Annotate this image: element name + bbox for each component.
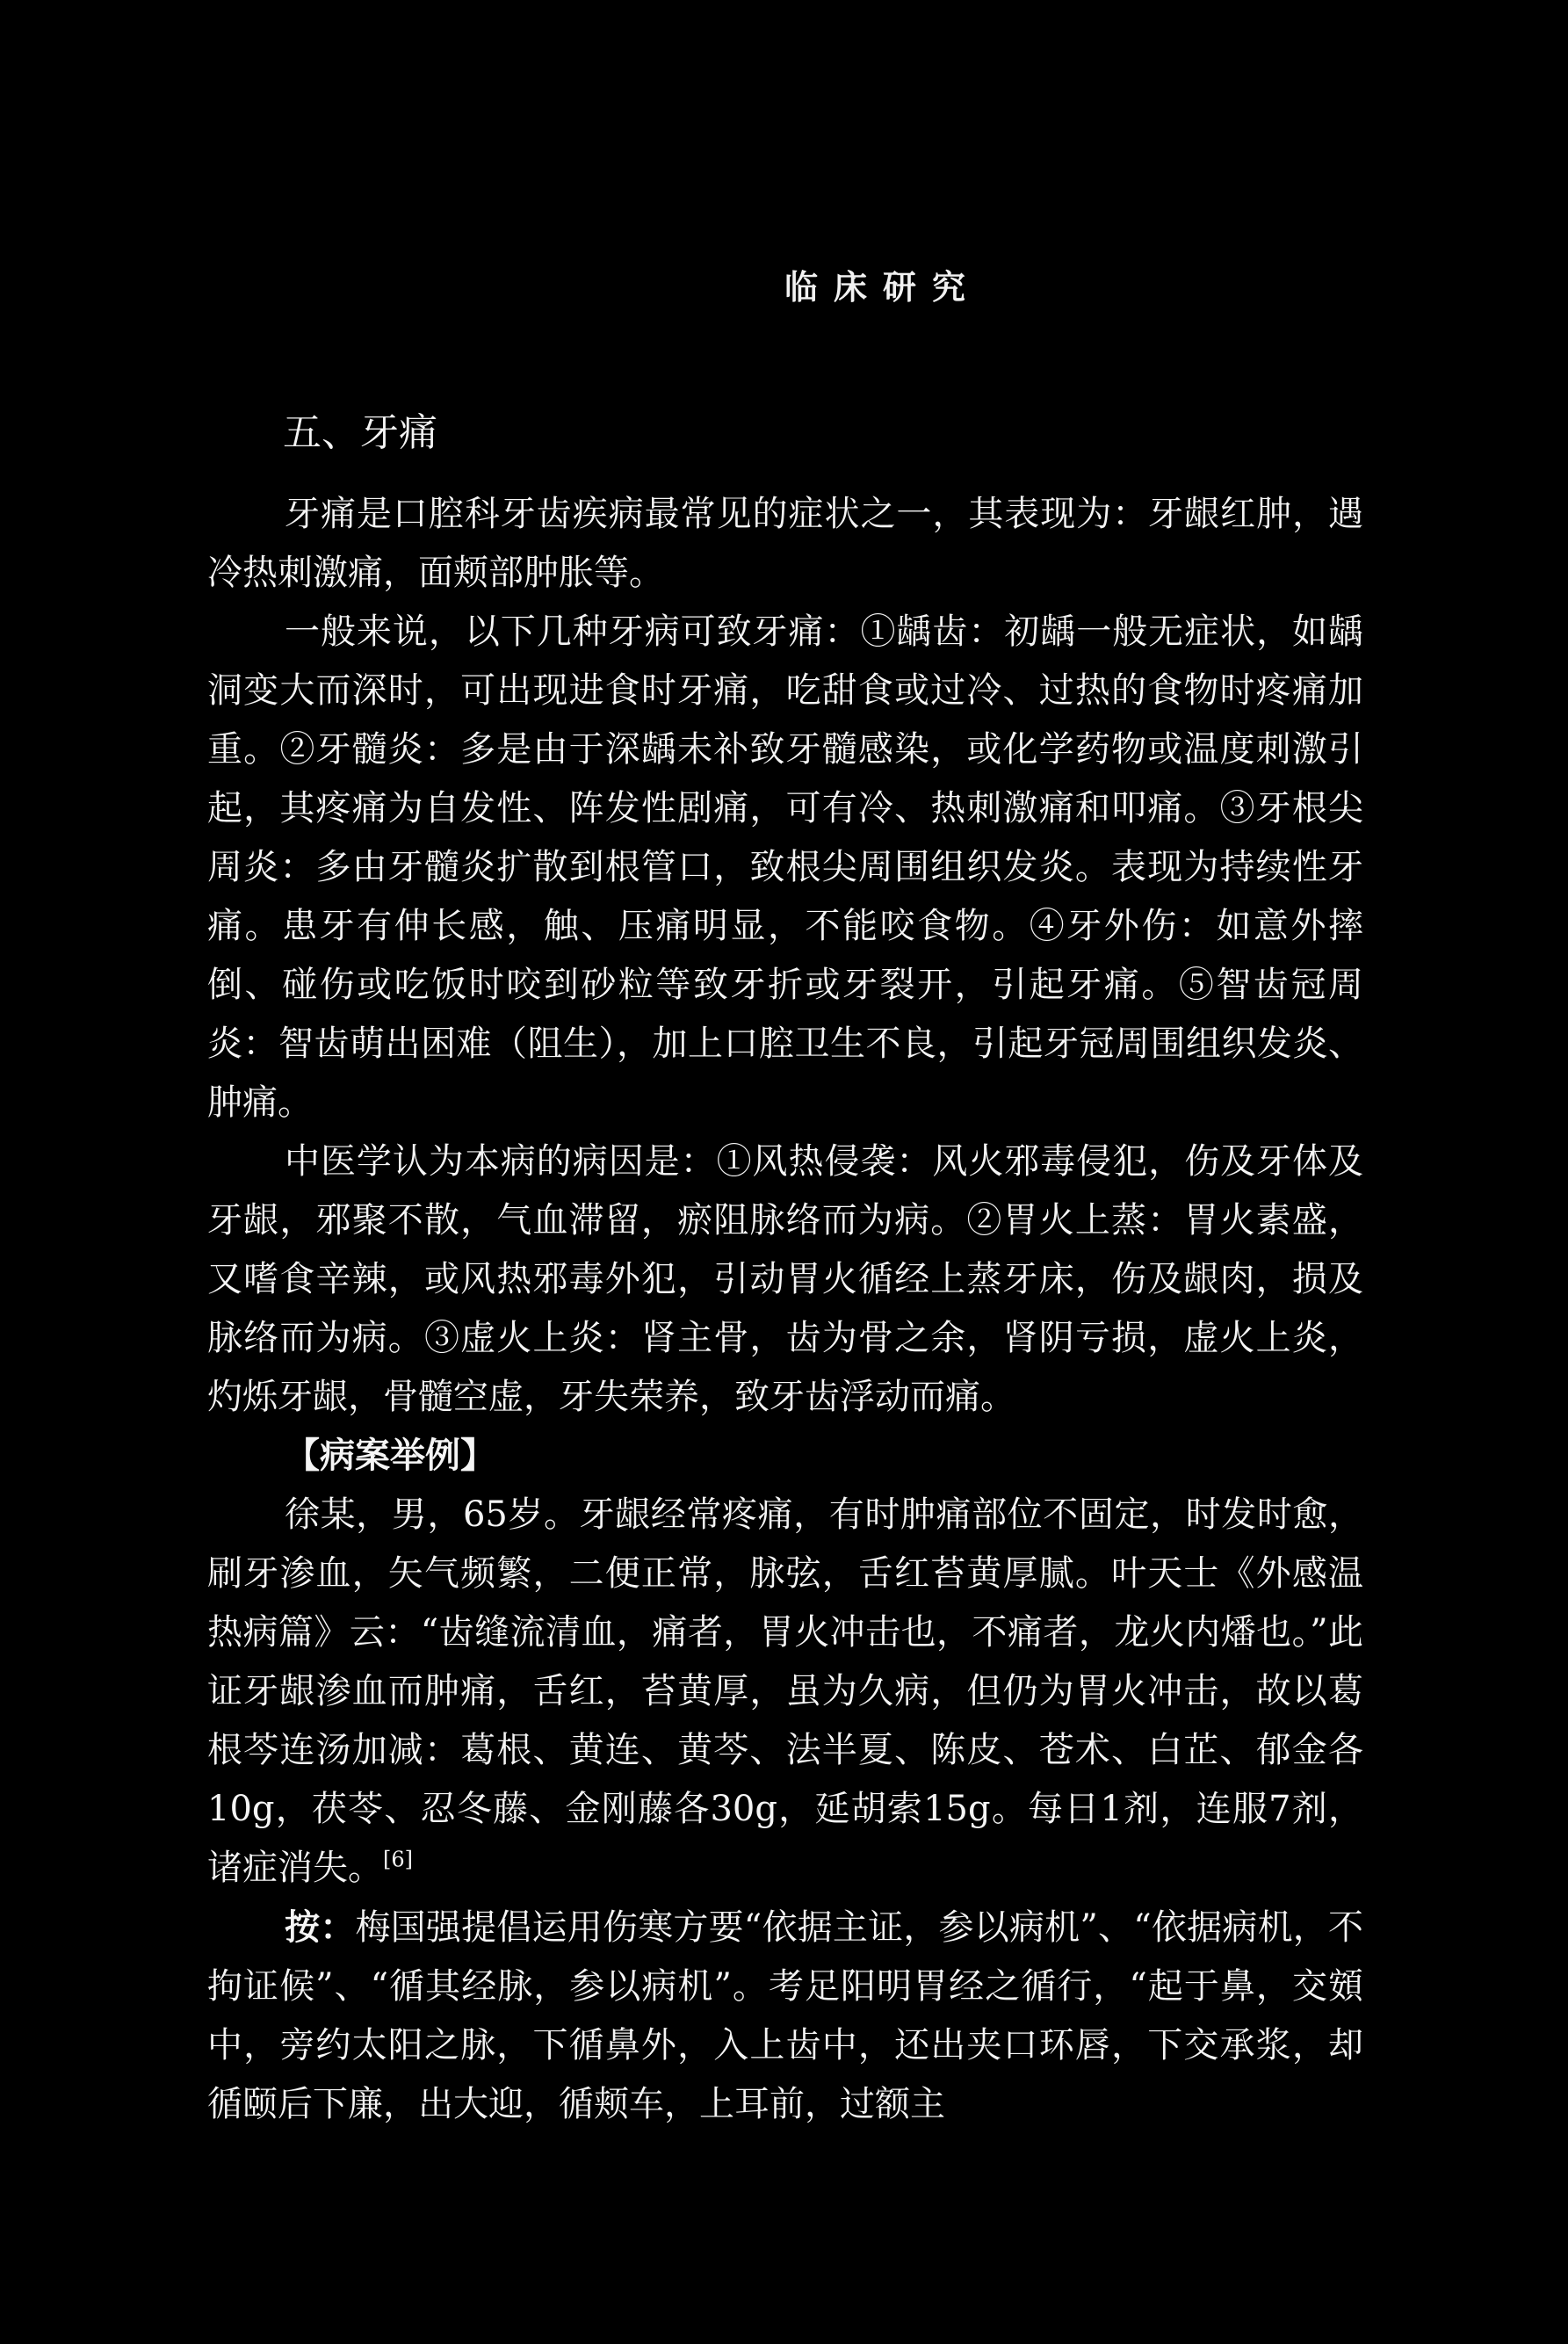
note-text: 梅国强提倡运用伤寒方要“依据主证，参以病机”、“依据病机，不拘证候”、“循其经脉，参以病机”。考足阳明胃经之循行，“起于鼻，交頞中，旁约太阳之脉，下循鼻外，入上齿中，还出夹口环唇，下交承浆，却循颐后下廉，出大迎，循颊车，上耳前，过额主	[207, 1907, 1363, 2124]
note-paragraph	[207, 1898, 1363, 2134]
case-citation: [6]	[383, 1847, 413, 1872]
paragraph-intro: 牙痛是口腔科牙齿疾病最常见的症状之一，其表现为：牙龈红肿，遇冷热刺激痛，面颊部肿胀等。	[207, 494, 1363, 593]
case-paragraph	[207, 1486, 1363, 1898]
body-text	[207, 485, 1363, 2134]
note-label: 按：	[285, 1906, 356, 1948]
case-heading: 【病案举例】	[285, 1436, 495, 1476]
paragraph-causes: 一般来说，以下几种牙病可致牙痛：①龋齿：初龋一般无症状，如龋洞变大而深时，可出现进食时牙痛，吃甜食或过冷、过热的食物时疼痛加重。②牙髓炎：多是由于深龋未补致牙髓感染，或化学药物或温度刺激引起，其疼痛为自发性、阵发性剧痛，可有冷、热刺激痛和叩痛。③牙根尖周炎：多由牙髓炎扩散到根管口，致根尖周围组织发炎。表现为持续性牙痛。患牙有伸长感，触、压痛明显，不能咬食物。④牙外伤：如意外摔倒、碰伤或吃饭时咬到砂粒等致牙折或牙裂开，引起牙痛。⑤智齿冠周炎：智齿萌出困难（阻生），加上口腔卫生不良，引起牙冠周围组织发炎、肿痛。	[207, 611, 1363, 1123]
running-head: 临床研究	[784, 268, 982, 307]
section-title: 五、牙痛	[283, 410, 437, 455]
paragraph-tcm: 中医学认为本病的病因是：①风热侵袭：风火邪毒侵犯，伤及牙体及牙龈，邪聚不散，气血滞留，瘀阻脉络而为病。②胃火上蒸：胃火素盛，又嗜食辛辣，或风热邪毒外犯，引动胃火循经上蒸牙床，伤及龈肉，损及脉络而为病。③虚火上炎：肾主骨，齿为骨之余，肾阴亏损，虚火上炎，灼烁牙龈，骨髓空虚，牙失荣养，致牙齿浮动而痛。	[207, 1141, 1363, 1417]
case-text: 徐某，男，65岁。牙龈经常疼痛，有时肿痛部位不固定，时发时愈，刷牙渗血，矢气频繁，二便正常，脉弦，舌红苔黄厚腻。叶天士《外感温热病篇》云：“齿缝流清血，痛者，胃火冲击也，不痛者，龙火内燔也。”此证牙龈渗血而肿痛，舌红，苔黄厚，虽为久病，但仍为胃火冲击，故以葛根芩连汤加减：葛根、黄连、黄芩、法半夏、陈皮、苍术、白芷、郁金各10g，茯苓、忍冬藤、金刚藤各30g，延胡索15g。每日1剂，连服7剂，诸症消失。	[207, 1494, 1363, 1888]
